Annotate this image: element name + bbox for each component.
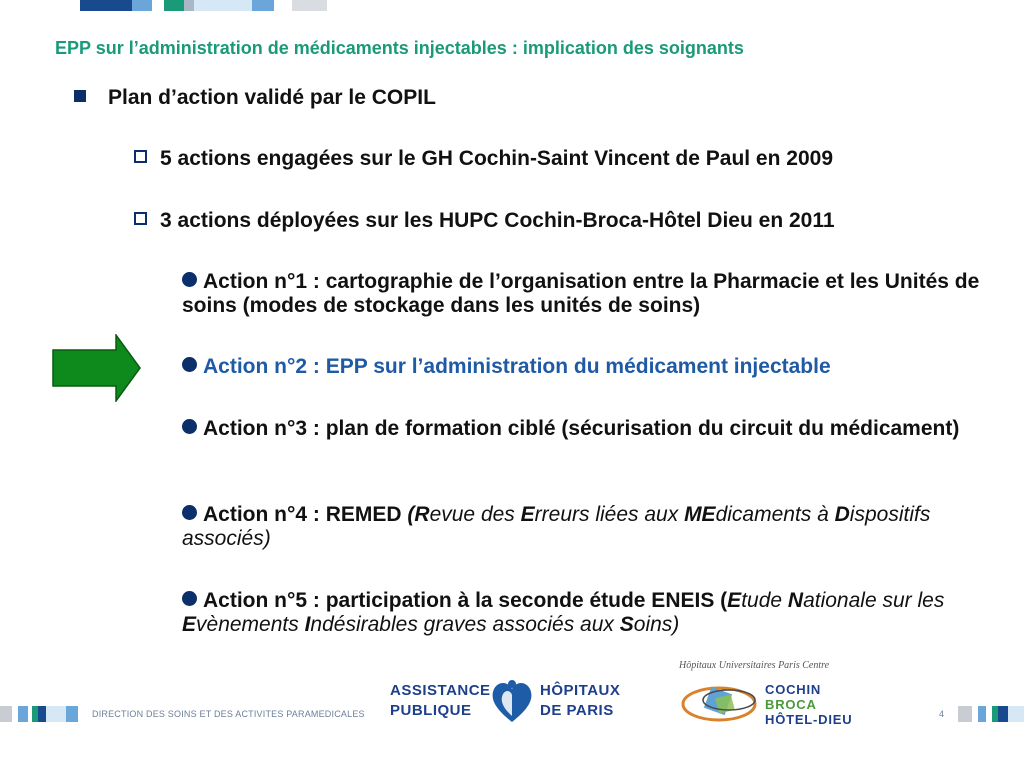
aphp-heart-logo: [490, 676, 534, 726]
footer-text: DIRECTION DES SOINS ET DES ACTIVITES PARAMEDICALES: [92, 709, 365, 719]
hupc-header: Hôpitaux Universitaires Paris Centre: [679, 660, 830, 671]
round-bullet-icon: [182, 272, 197, 287]
aphp-logo: [390, 676, 635, 726]
action-5-part: ndésirables graves associés aux: [310, 613, 620, 636]
hollow-square-bullet-icon: [134, 212, 147, 225]
action-5-part: vènements: [196, 613, 305, 636]
action-4-part: D: [834, 503, 850, 526]
round-bullet-icon: [182, 591, 197, 606]
action-4-part: dicaments à: [715, 503, 835, 526]
sub-bullet-1: 5 actions engagées sur le GH Cochin-Saint Vincent de Paul en 2009: [160, 147, 833, 170]
action-3: [182, 417, 997, 441]
page-number: 4: [939, 709, 945, 719]
action-4-part: E: [520, 503, 535, 526]
footer-right-bars: [958, 706, 1024, 722]
action-2-text: Action n°2 : EPP sur l’administration du médicament injectable: [203, 355, 831, 378]
action-3-text: Action n°3 : plan de formation ciblé (sécurisation du circuit du médicament): [203, 417, 960, 440]
hupc-name-broca: BROCA: [765, 697, 817, 712]
aphp-word: ASSISTANCE: [390, 682, 491, 699]
hupc-logo: [673, 660, 883, 730]
green-arrow-icon: [52, 334, 142, 402]
action-5-part: I: [304, 613, 311, 636]
round-bullet-icon: [182, 505, 197, 520]
aphp-word: HÔPITAUX: [540, 682, 621, 699]
square-bullet-icon: [74, 90, 86, 102]
hupc-emblem-icon: [679, 678, 761, 728]
action-5-part: S: [619, 613, 634, 636]
round-bullet-icon: [182, 419, 197, 434]
hupc-name-hoteldieu: HÔTEL-DIEU: [765, 712, 853, 727]
action-1: [182, 270, 997, 318]
action-5-part: E: [182, 613, 197, 636]
slide-title: EPP sur l’administration de médicaments injectables : implication des soignants: [55, 38, 744, 58]
action-5-part: ationale sur les: [803, 589, 945, 612]
action-4-lead: Action n°4 : REMED: [203, 503, 408, 526]
aphp-word: PUBLIQUE: [390, 702, 472, 719]
sub-bullet-2: 3 actions déployées sur les HUPC Cochin-Broca-Hôtel Dieu en 2011: [160, 209, 835, 232]
action-4-part: (R: [407, 503, 430, 526]
action-5: [182, 589, 997, 637]
action-5-part: N: [787, 589, 804, 612]
hupc-name-cochin: COCHIN: [765, 682, 822, 697]
action-4-part: ME: [684, 503, 716, 526]
footer-left-bars: [0, 706, 78, 722]
top-decorative-bar: [80, 0, 327, 11]
aphp-word: DE PARIS: [540, 702, 614, 719]
hollow-square-bullet-icon: [134, 150, 147, 163]
action-1-text: Action n°1 : cartographie de l’organisation entre la Pharmacie et les Unités de soins (modes de stockage dans les unités de soins): [182, 270, 980, 317]
main-bullet-text: Plan d’action validé par le COPIL: [108, 86, 436, 109]
action-4-part: ispositifs associés): [182, 503, 931, 550]
action-4-part: evue des: [429, 503, 521, 526]
action-5-part: oins): [633, 613, 680, 636]
action-4: [182, 503, 997, 551]
action-5-lead: Action n°5 : participation à la seconde étude ENEIS (: [203, 589, 728, 612]
action-2: [182, 355, 997, 379]
action-5-part: E: [727, 589, 742, 612]
round-bullet-icon: [182, 357, 197, 372]
action-4-part: rreurs liées aux: [534, 503, 685, 526]
action-5-part: tude: [741, 589, 788, 612]
